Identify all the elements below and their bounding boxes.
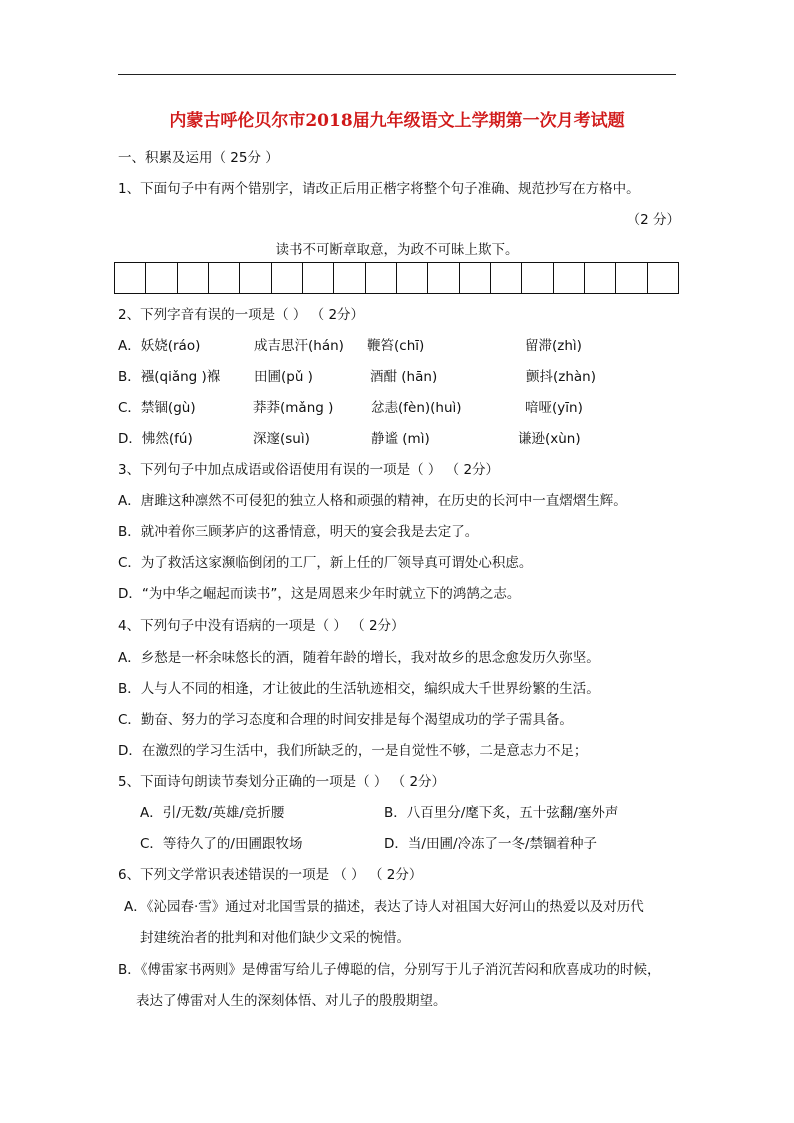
q2-option-c-2: 莽莽(mǎng ): [253, 400, 334, 416]
q4-option-c: C．勤奋、努力的学习态度和合理的时间安排是每个渴望成功的学子需具备。: [118, 712, 573, 728]
q4-option-d: D．在激烈的学习生活中，我们所缺乏的，一是自觉性不够，二是意志力不足；: [118, 743, 588, 759]
q2-option-b-2: 田圃(pǔ ): [254, 369, 313, 385]
grid-cell[interactable]: [460, 263, 491, 293]
q3-option-b: B．就冲着你三顾茅庐的这番情意，明天的宴会我是去定了。: [118, 524, 479, 540]
grid-cell[interactable]: [522, 263, 553, 293]
q2-option-b-4: 颤抖(zhàn): [526, 369, 597, 385]
question-1: 1、下面句子中有两个错别字，请改正后用正楷字将整个句子准确、规范抄写在方格中。: [118, 181, 640, 197]
q4-option-b: B．人与人不同的相逢，才让彼此的生活轨迹相交，编织成大千世界纷繁的生活。: [118, 681, 600, 697]
question-6: 6、下列文学常识表述错误的一项是 （ ） （ 2分）: [118, 867, 423, 883]
grid-cell[interactable]: [491, 263, 522, 293]
q2-option-a-1: A．妖娆(ráo): [118, 338, 201, 354]
q2-option-c-4: 喑哑(yīn): [525, 400, 583, 416]
grid-cell[interactable]: [209, 263, 240, 293]
q2-option-a-4: 留滞(zhì): [525, 338, 582, 354]
q4-option-a: A．乡愁是一杯余味悠长的酒，随着年龄的增长，我对故乡的思念愈发历久弥坚。: [118, 650, 600, 666]
q6-option-a-line1: A．《沁园春·雪》通过对北国雪景的描述，表达了诗人对祖国大好河山的热爱以及对历代: [124, 899, 644, 915]
q2-option-d-2: 深邃(suì): [253, 431, 310, 447]
q3-option-c: C．为了救活这家濒临倒闭的工厂，新上任的厂领导真可谓处心积虑。: [118, 555, 533, 571]
question-1-sentence: 读书不可断章取意，为政不可昧上欺下。: [275, 242, 519, 258]
question-2: 2、下列字音有误的一项是（ ） （ 2分）: [118, 307, 365, 323]
question-5: 5、下面诗句朗读节奏划分正确的一项是（ ） （ 2分）: [118, 774, 446, 790]
question-4: 4、下列句子中没有语病的一项是（ ） （ 2分）: [118, 618, 405, 634]
q2-option-d-4: 谦逊(xùn): [518, 431, 581, 447]
q2-option-d-3: 静谧 (mì): [371, 431, 430, 447]
q2-option-d-1: D．怫然(fú): [118, 431, 193, 447]
q2-option-c-3: 忿恚(fèn)(huì): [371, 400, 462, 416]
q5-option-b: B．八百里分/麾下炙，五十弦翻/塞外声: [384, 805, 619, 821]
q2-option-b-1: B．襁(qiǎng )褓: [118, 369, 221, 385]
q3-option-a: A．唐雎这种凛然不可侵犯的独立人格和顽强的精神，在历史的长河中一直熠熠生辉。: [118, 493, 627, 509]
q5-option-d: D．当/田圃/冷冻了一冬/禁锢着种子: [384, 836, 598, 852]
grid-cell[interactable]: [303, 263, 334, 293]
grid-cell[interactable]: [397, 263, 428, 293]
q2-option-b-3: 酒酣 (hān): [370, 369, 438, 385]
grid-cell[interactable]: [146, 263, 177, 293]
page-title: 内蒙古呼伦贝尔市2018届九年级语文上学期第一次月考试题: [169, 111, 625, 131]
q6-option-b-line2: 表达了傅雷对人生的深刻体悟、对儿子的殷殷期望。: [136, 993, 447, 1009]
grid-cell[interactable]: [616, 263, 647, 293]
grid-cell[interactable]: [115, 263, 146, 293]
q5-option-a: A．引/无数/英雄/竞折腰: [140, 805, 285, 821]
grid-cell[interactable]: [334, 263, 365, 293]
header-rule: [118, 74, 676, 75]
grid-cell[interactable]: [178, 263, 209, 293]
q2-option-a-3: 鞭笞(chī): [367, 338, 425, 354]
section-heading: 一、积累及运用（ 25分 ）: [118, 150, 279, 166]
grid-cell[interactable]: [554, 263, 585, 293]
grid-cell[interactable]: [585, 263, 616, 293]
q2-option-a-2: 成吉思汗(hán): [254, 338, 344, 354]
q3-option-d: D．“为中华之崛起而读书”，这是周恩来少年时就立下的鸿鹄之志。: [118, 586, 521, 602]
question-1-score: （2 分）: [626, 212, 680, 228]
q6-option-a-line2: 封建统治者的批判和对他们缺少文采的惋惜。: [140, 930, 410, 946]
grid-cell[interactable]: [648, 263, 678, 293]
grid-cell[interactable]: [272, 263, 303, 293]
q6-option-b-line1: B．《傅雷家书两则》是傅雷写给儿子傅聪的信，分别写于儿子消沉苦闷和欣喜成功的时候，: [118, 962, 661, 978]
grid-cell[interactable]: [366, 263, 397, 293]
grid-cell[interactable]: [240, 263, 271, 293]
question-3: 3、下列句子中加点成语或俗语使用有误的一项是（ ） （ 2分）: [118, 462, 500, 478]
grid-cell[interactable]: [428, 263, 459, 293]
writing-grid[interactable]: [114, 262, 679, 294]
q2-option-c-1: C．禁锢(gù): [118, 400, 196, 416]
q5-option-c: C．等待久了的/田圃跟牧场: [140, 836, 303, 852]
